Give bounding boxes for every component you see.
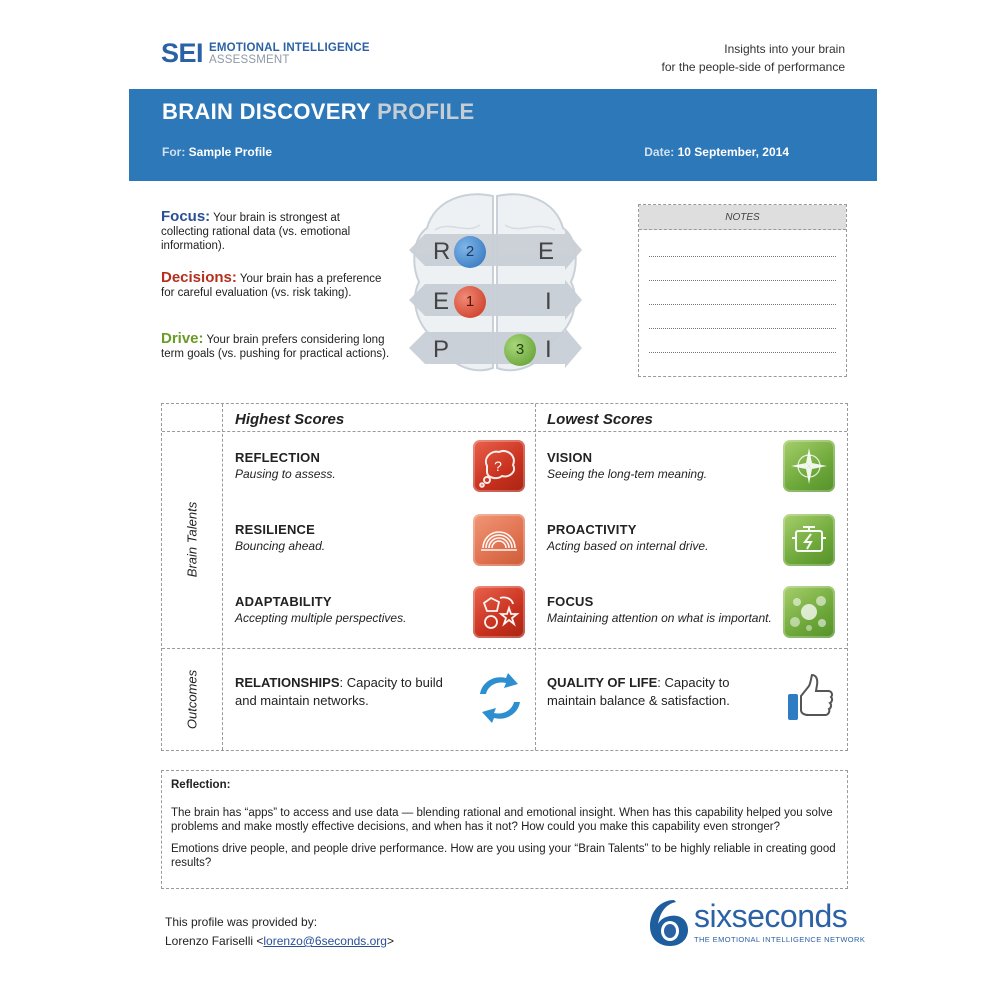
reflection-title: Reflection: (171, 779, 231, 791)
sixseconds-wordmark: sixseconds (694, 898, 848, 934)
talent-desc: Bouncing ahead. (235, 539, 326, 553)
talent-adaptability (235, 594, 465, 626)
brain-row1-right: E (538, 238, 555, 265)
tagline-line1: Insights into your brain (724, 42, 845, 56)
profile-date (644, 145, 789, 159)
notes-line (649, 256, 836, 257)
sei-logo-line2: ASSESSMENT (209, 53, 290, 66)
brain-row2-left: E (433, 288, 450, 315)
engine-icon (783, 514, 835, 566)
notes-line (649, 328, 836, 329)
notes-line (649, 352, 836, 353)
profile-date-label: Date: (644, 145, 675, 159)
brain-rank-badge: 3 (504, 334, 536, 366)
reflection-box (161, 770, 848, 889)
talent-vision (547, 450, 777, 482)
outcomes-label: Outcomes (184, 669, 200, 730)
outcome-relationships (235, 674, 445, 710)
provider-email-link[interactable]: lorenzo@6seconds.org (263, 934, 387, 948)
spring-icon (473, 514, 525, 566)
talent-name: ADAPTABILITY (235, 594, 332, 609)
talent-desc: Accepting multiple perspectives. (235, 611, 407, 625)
outcome-name: RELATIONSHIPS (235, 675, 340, 690)
provider-name: Lorenzo Fariselli < (165, 934, 264, 948)
brain-talents-label: Brain Talents (184, 501, 200, 578)
brain-graphic (405, 190, 585, 380)
provider-close: > (386, 934, 394, 948)
notes-title: NOTES (639, 205, 846, 230)
compass-icon (783, 440, 835, 492)
drive-text: Your brain prefers considering long term goals (vs. pushing for practical actions). (161, 334, 390, 360)
talent-name: REFLECTION (235, 450, 321, 465)
brain-row2-right: I (545, 288, 552, 315)
outcome-text: : Capacity to build and maintain networks. (235, 675, 443, 708)
reflection-paragraph: Emotions drive people, and people drive performance. How are you using your “Brain Talents” to be highly reliable in creating good results? (171, 843, 836, 869)
thought-bubble-icon (473, 440, 525, 492)
outcome-name: QUALITY OF LIFE (547, 675, 658, 690)
page-title-accent: PROFILE (377, 99, 475, 124)
tagline (662, 40, 845, 76)
focus-text: Your brain is strongest at collecting rational data (vs. emotional information). (161, 212, 351, 252)
talent-proactivity (547, 522, 777, 554)
talent-name: RESILIENCE (235, 522, 316, 537)
notes-box[interactable] (638, 204, 847, 377)
highest-scores-heading: Highest Scores (235, 411, 345, 428)
sei-logo-mark: SEI (161, 38, 204, 68)
talent-name: FOCUS (547, 594, 594, 609)
outcome-text: : Capacity to maintain balance & satisfaction. (547, 675, 730, 708)
scores-table (161, 403, 848, 751)
sixseconds-mark-icon (648, 898, 690, 948)
decisions-text: Your brain has a preference for careful evaluation (vs. risk taking). (161, 273, 382, 299)
outcome-quality-of-life (547, 674, 757, 710)
table-divider (222, 404, 223, 750)
title-banner (129, 89, 877, 181)
brain-rank-badge: 1 (454, 286, 486, 318)
thumbs-up-icon (782, 670, 838, 726)
table-divider (162, 431, 847, 432)
reflection-paragraph: The brain has “apps” to access and use data — blending rational and emotional insight. When has this capability helped you solve problems and make mostly effective decisions, and when has it not? How could you make this capability even stronger? (171, 807, 833, 833)
shapes-icon (473, 586, 525, 638)
profile-for-value: Sample Profile (188, 145, 273, 159)
provided-by (165, 913, 394, 951)
table-divider (162, 648, 847, 649)
talent-name: VISION (547, 450, 593, 465)
notes-line (649, 280, 836, 281)
sixseconds-tagline: THE EMOTIONAL INTELLIGENCE NETWORK (694, 935, 866, 944)
brain-row1-left: R (433, 238, 451, 265)
sixseconds-logo (648, 898, 866, 948)
page-title (162, 99, 475, 125)
sei-logo (161, 38, 370, 69)
decisions-heading: Decisions: (161, 269, 237, 286)
profile-for (162, 145, 272, 159)
drive-heading: Drive: (161, 330, 204, 347)
drive-summary (161, 332, 391, 361)
svg-text:?: ? (494, 458, 502, 474)
talent-desc: Pausing to assess. (235, 467, 336, 481)
page-title-main: BRAIN DISCOVERY (162, 99, 378, 124)
talent-reflection (235, 450, 465, 482)
profile-date-value: 10 September, 2014 (677, 145, 789, 159)
talent-focus (547, 594, 777, 626)
focus-summary (161, 210, 391, 253)
sei-logo-line1: EMOTIONAL INTELLIGENCE (209, 41, 370, 54)
focus-heading: Focus: (161, 208, 211, 225)
talent-desc: Seeing the long-tem meaning. (547, 467, 708, 481)
brain-row3-right: I (545, 336, 552, 363)
decisions-summary (161, 271, 391, 300)
brain-row3-left: P (433, 336, 450, 363)
talent-desc: Maintaining attention on what is important. (547, 611, 772, 625)
notes-line (649, 304, 836, 305)
focus-dots-icon (783, 586, 835, 638)
profile-for-label: For: (162, 145, 186, 159)
talent-resilience (235, 522, 465, 554)
brain-outline-icon (405, 190, 585, 380)
table-divider (535, 404, 536, 750)
lowest-scores-heading: Lowest Scores (547, 411, 653, 428)
provided-by-label: This profile was provided by: (165, 915, 318, 929)
talent-name: PROACTIVITY (547, 522, 637, 537)
talent-desc: Acting based on internal drive. (547, 539, 709, 553)
brain-rank-badge: 2 (454, 236, 486, 268)
cycle-arrows-icon (472, 670, 528, 726)
tagline-line2: for the people-side of performance (661, 60, 845, 74)
